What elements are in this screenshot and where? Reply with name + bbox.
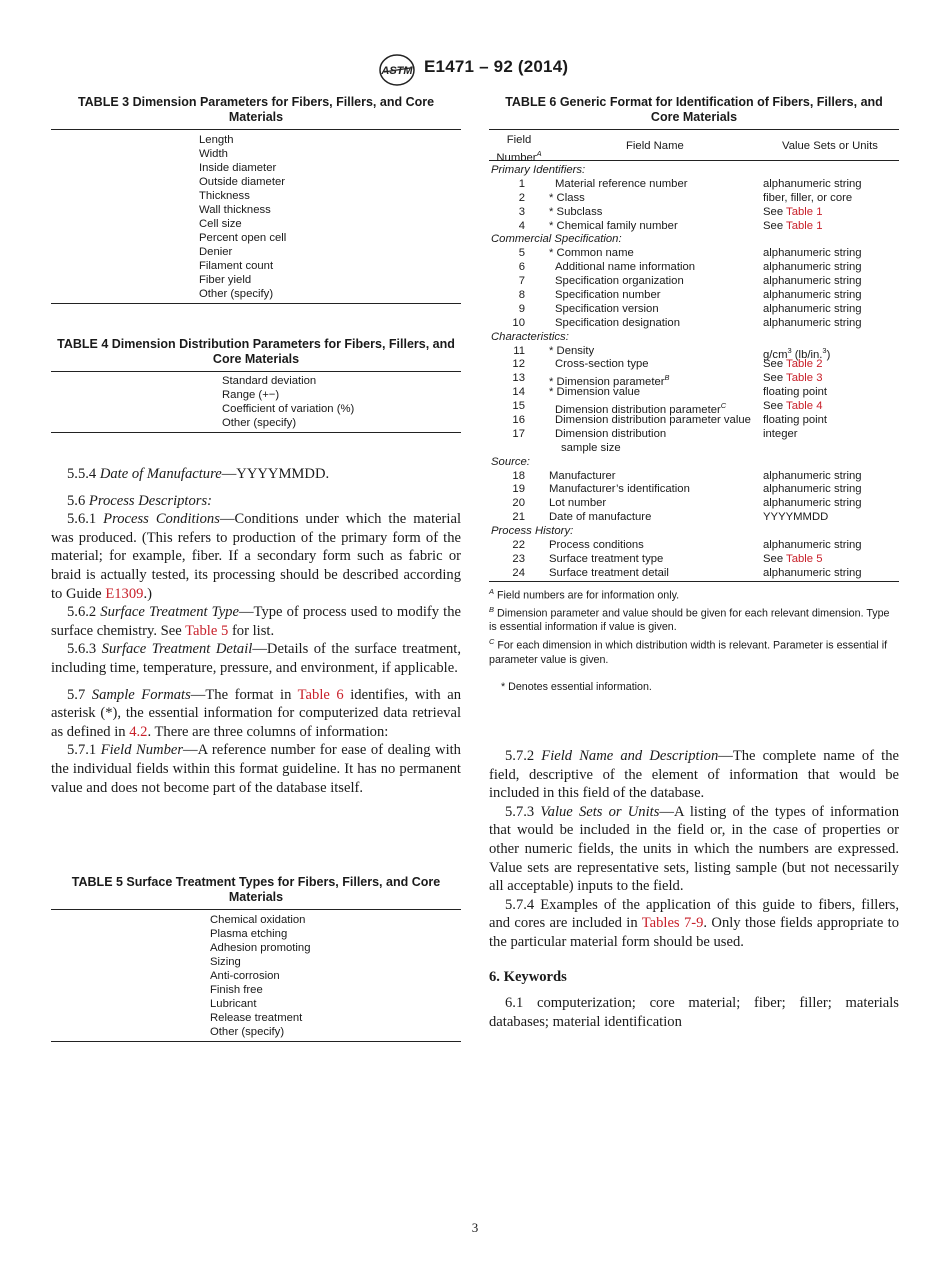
field-number: 19 bbox=[512, 483, 525, 496]
right-column-text bbox=[489, 747, 899, 1031]
field-number: 16 bbox=[512, 414, 525, 427]
list-item: Plasma etching bbox=[210, 928, 288, 940]
value-set: floating point bbox=[763, 386, 828, 399]
list-item: Percent open cell bbox=[199, 232, 287, 244]
footnote-c: $^C$ For each dimension in which distribution width is relevant. Parameter is essential if parameter value is given. bbox=[489, 637, 888, 666]
table-6-row bbox=[489, 496, 899, 510]
field-name: Dimension distribution parameter value bbox=[555, 414, 751, 427]
value-set: See Table 4 bbox=[763, 400, 823, 413]
list-item: Width bbox=[199, 148, 228, 160]
table-6-row bbox=[489, 288, 899, 302]
paragraph-5-7: 5.7 Sample Formats—The format in Table 6 identifies, with an asterisk (*), the essential information for computerized data retrieval as defined in 4.2. There are three columns of information: bbox=[51, 686, 461, 740]
table-4-title: TABLE 4 Dimension Distribution Parameters for Fibers, Fillers, and Core Materials bbox=[57, 337, 455, 366]
footnote-a: $^A$ Field numbers are for information only. bbox=[489, 586, 680, 602]
list-item: Cell size bbox=[199, 218, 242, 230]
field-name: Additional name information bbox=[555, 261, 696, 274]
value-set: alphanumeric string bbox=[763, 275, 862, 288]
list-item: Length bbox=[199, 134, 234, 146]
field-number: 6 bbox=[518, 261, 525, 274]
link-section-4-2[interactable]: 4.2 bbox=[129, 723, 148, 740]
table-6-row bbox=[489, 385, 899, 399]
table-3 bbox=[51, 95, 461, 304]
list-item: Sizing bbox=[210, 956, 241, 968]
table-link[interactable]: Table 1 bbox=[786, 205, 823, 218]
field-number: 10 bbox=[512, 316, 525, 329]
field-number: 14 bbox=[512, 386, 525, 399]
paragraph-5-7-4: 5.7.4 Examples of the application of this guide to fibers, fillers, and cores are included in Tables 7-9. Only those fields appropriate to the particular material form should be used. bbox=[489, 896, 900, 950]
list-item: Filament count bbox=[199, 260, 274, 272]
field-name: Lot number bbox=[549, 497, 607, 510]
table-6-row bbox=[489, 357, 899, 371]
value-set: See Table 5 bbox=[763, 552, 823, 565]
group-label: Characteristics: bbox=[491, 330, 569, 343]
field-name: * Common name bbox=[549, 247, 634, 260]
table-6-row-continuation bbox=[489, 441, 899, 455]
list-item: Adhesion promoting bbox=[210, 942, 311, 954]
field-number: 9 bbox=[518, 302, 525, 315]
field-name: Specification version bbox=[555, 302, 659, 315]
group-label: Process History: bbox=[491, 525, 574, 538]
link-table-6[interactable]: Table 6 bbox=[297, 686, 344, 703]
table-6-row bbox=[489, 219, 899, 233]
field-name: * Density bbox=[549, 344, 595, 357]
field-name: Specification number bbox=[555, 289, 661, 302]
table-6-row bbox=[489, 427, 899, 441]
list-item: Standard deviation bbox=[222, 375, 317, 387]
table-5-title: TABLE 5 Surface Treatment Types for Fibers, Fillers, and Core Materials bbox=[71, 875, 441, 904]
table-6-row bbox=[489, 469, 899, 483]
field-number: 7 bbox=[518, 275, 525, 288]
field-name: Date of manufacture bbox=[549, 511, 652, 524]
table-6-row bbox=[489, 274, 899, 288]
table-link[interactable]: Table 3 bbox=[786, 372, 823, 385]
value-set: alphanumeric string bbox=[763, 302, 862, 315]
table-6-row bbox=[489, 371, 899, 389]
value-set: See Table 3 bbox=[763, 372, 823, 385]
table-6-row bbox=[489, 552, 899, 566]
table-6-row bbox=[489, 566, 899, 580]
field-name: Specification organization bbox=[555, 275, 684, 288]
table-3-title: TABLE 3 Dimension Parameters for Fibers, Fillers, and Core Materials bbox=[77, 95, 435, 124]
value-set: alphanumeric string bbox=[763, 247, 862, 260]
header-value-sets: Value Sets or Units bbox=[782, 140, 878, 152]
field-number: 5 bbox=[518, 247, 525, 260]
table-link[interactable]: Table 2 bbox=[786, 358, 823, 371]
table-6-row bbox=[489, 316, 899, 330]
link-table-5[interactable]: Table 5 bbox=[185, 622, 229, 639]
table-6-row bbox=[489, 191, 899, 205]
field-number: 22 bbox=[512, 539, 525, 552]
header-field-number: Field Number$^A$ bbox=[496, 134, 542, 164]
value-set: alphanumeric string bbox=[763, 316, 862, 329]
paragraph-5-7-1: 5.7.1 Field Number—A reference number for ease of dealing with the individual fields within this format guideline. It has no permanent value and does not become part of the database itself. bbox=[51, 742, 461, 796]
link-tables-7-9[interactable]: Tables 7-9 bbox=[641, 915, 704, 932]
field-name: Material reference number bbox=[555, 177, 688, 190]
field-name: * Chemical family number bbox=[549, 219, 678, 232]
field-name: Dimension distribution bbox=[555, 427, 667, 440]
svg-text:ASTM: ASTM bbox=[381, 65, 413, 77]
astm-logo-icon bbox=[378, 54, 416, 86]
page-number: 3 bbox=[471, 1220, 479, 1235]
value-set: See Table 1 bbox=[763, 205, 823, 218]
field-number: 8 bbox=[518, 289, 525, 302]
table-6-row bbox=[489, 399, 899, 416]
value-set: integer bbox=[763, 427, 798, 440]
table-4 bbox=[51, 337, 461, 433]
field-number: 20 bbox=[512, 497, 525, 510]
field-number: 21 bbox=[512, 511, 525, 524]
table-6-body bbox=[489, 161, 899, 580]
value-set: fiber, filler, or core bbox=[763, 191, 853, 204]
table-6-row bbox=[489, 302, 899, 316]
list-item: Lubricant bbox=[210, 998, 257, 1010]
field-name-continuation: sample size bbox=[561, 441, 621, 454]
table-4-items bbox=[51, 372, 461, 432]
list-item: Fiber yield bbox=[199, 274, 252, 286]
table-6-row bbox=[489, 246, 899, 260]
field-number: 13 bbox=[512, 372, 525, 385]
value-set: alphanumeric string bbox=[763, 469, 862, 482]
field-number: 11 bbox=[513, 344, 525, 357]
field-name: Surface treatment detail bbox=[549, 566, 669, 579]
field-name: Specification designation bbox=[555, 316, 680, 329]
value-set: alphanumeric string bbox=[763, 566, 862, 579]
value-set: alphanumeric string bbox=[763, 261, 862, 274]
paragraph-5-5-4: 5.5.4 Date of Manufacture—YYYYMMDD. bbox=[67, 466, 330, 482]
list-item: Thickness bbox=[199, 190, 250, 202]
footnote-ref: B bbox=[664, 373, 670, 383]
field-name: * Dimension parameter$^B$ bbox=[549, 373, 670, 389]
field-number: 24 bbox=[512, 566, 525, 579]
list-item: Wall thickness bbox=[199, 204, 271, 216]
table-link[interactable]: Table 5 bbox=[786, 552, 823, 565]
list-item: Outside diameter bbox=[199, 176, 286, 188]
field-name: * Dimension value bbox=[549, 386, 641, 399]
paragraph-5-6-2: 5.6.2 Surface Treatment Type—Type of process used to modify the surface chemistry. See Table 5 for list. bbox=[51, 604, 461, 639]
list-item: Other (specify) bbox=[210, 1026, 285, 1038]
field-number: 2 bbox=[518, 191, 525, 204]
paragraph-5-6: 5.6 Process Descriptors: bbox=[67, 492, 212, 509]
footnote-essential: * Denotes essential information. bbox=[501, 681, 652, 694]
list-item: Chemical oxidation bbox=[210, 914, 306, 926]
group-label: Source: bbox=[491, 455, 530, 468]
paragraph-5-6-1: 5.6.1 Process Conditions—Conditions under which the material was produced. (This refers to production of the primary form of the material; for example, fiber. If a secondary form such as fabric or braid is actually tested, its processing should be described according to Guide E1309.) bbox=[51, 511, 462, 602]
table-6-group-row bbox=[489, 163, 899, 177]
table-6-row bbox=[489, 413, 899, 427]
document-id: E1471 – 92 (2014) bbox=[424, 57, 569, 76]
list-item: Coefficient of variation (%) bbox=[222, 403, 355, 415]
list-item: Other (specify) bbox=[222, 417, 297, 429]
field-number: 1 bbox=[518, 177, 525, 190]
list-item: Anti-corrosion bbox=[210, 970, 280, 982]
field-name: * Class bbox=[549, 191, 585, 204]
table-5-items bbox=[51, 910, 461, 1041]
table-6-header-row bbox=[489, 130, 899, 164]
section-6-heading: 6. Keywords bbox=[489, 968, 567, 985]
value-set: YYYYMMDD bbox=[763, 511, 829, 524]
field-number: 23 bbox=[512, 552, 525, 565]
table-6-row bbox=[489, 344, 899, 361]
field-number: 15 bbox=[512, 400, 525, 413]
value-set: See Table 2 bbox=[763, 358, 823, 371]
list-item: Inside diameter bbox=[199, 162, 277, 174]
field-name: Manufacturer bbox=[549, 469, 616, 482]
table-6-row bbox=[489, 510, 899, 524]
table-6-group-row bbox=[489, 524, 899, 538]
table-6-row bbox=[489, 482, 899, 496]
value-set: See Table 1 bbox=[763, 219, 823, 232]
footnote-ref: C bbox=[720, 401, 727, 411]
table-6-group-row bbox=[489, 455, 899, 469]
table-3-items bbox=[51, 130, 461, 303]
list-item: Range (+−) bbox=[222, 389, 280, 401]
value-set: alphanumeric string bbox=[763, 539, 862, 552]
field-name: Process conditions bbox=[549, 539, 644, 552]
left-column-text bbox=[51, 465, 461, 797]
value-set: floating point bbox=[763, 414, 828, 427]
field-number: 18 bbox=[512, 469, 525, 482]
value-set: alphanumeric string bbox=[763, 289, 862, 302]
field-name: Manufacturer’s identification bbox=[549, 483, 690, 496]
field-name: Surface treatment type bbox=[549, 552, 664, 565]
table-link[interactable]: Table 4 bbox=[786, 400, 823, 413]
link-e1309[interactable]: E1309 bbox=[105, 585, 144, 602]
field-name: * Subclass bbox=[549, 205, 603, 218]
table-6-row bbox=[489, 177, 899, 191]
header-field-name: Field Name bbox=[626, 140, 684, 152]
field-number: 3 bbox=[518, 205, 525, 218]
paragraph-6-1: 6.1 computerization; core material; fiber; filler; materials databases; material identification bbox=[489, 995, 899, 1030]
field-name: Dimension distribution parameter$^C$ bbox=[555, 401, 727, 416]
page-header bbox=[0, 54, 950, 86]
table-6-group-row bbox=[489, 232, 899, 246]
table-link[interactable]: Table 1 bbox=[786, 219, 823, 232]
list-item: Finish free bbox=[210, 984, 263, 996]
group-label: Primary Identifiers: bbox=[491, 164, 586, 176]
list-item: Release treatment bbox=[210, 1012, 303, 1024]
value-set: $g/cm^3$ (lb/in.$^3$) bbox=[763, 345, 831, 361]
table-6-group-row bbox=[489, 330, 899, 344]
table-6-footnotes bbox=[489, 582, 899, 695]
list-item: Denier bbox=[199, 246, 233, 258]
paragraph-5-7-2: 5.7.2 Field Name and Description—The complete name of the field, descriptive of the element of information that would be included in this field of the database. bbox=[489, 748, 900, 802]
table-6-title: TABLE 6 Generic Format for Identification of Fibers, Fillers, and Core Materials bbox=[505, 95, 883, 124]
footnote-b: $^B$ Dimension parameter and value should be given for each relevant dimension. Type is essential information if value is given. bbox=[489, 605, 890, 634]
list-item: Other (specify) bbox=[199, 288, 274, 300]
field-number: 4 bbox=[518, 219, 525, 232]
value-set: alphanumeric string bbox=[763, 497, 862, 510]
table-6 bbox=[489, 95, 899, 695]
field-number: 12 bbox=[512, 358, 525, 371]
table-6-row bbox=[489, 205, 899, 219]
paragraph-5-7-3: 5.7.3 Value Sets or Units—A listing of the types of information that would be included in the field or, in the case of properties or other numeric fields, the units in which the numbers are expressed. Value sets are representative sets, listing sample (but not necessarily all acceptable) inputs to the field. bbox=[489, 803, 899, 895]
value-set: alphanumeric string bbox=[763, 483, 862, 496]
table-6-row bbox=[489, 538, 899, 552]
paragraph-5-6-3: 5.6.3 Surface Treatment Detail—Details of the surface treatment, including time, temperature, pressure, and environment, if applicable. bbox=[51, 641, 462, 676]
field-number: 17 bbox=[512, 427, 525, 440]
group-label: Commercial Specification: bbox=[491, 233, 622, 246]
table-6-row bbox=[489, 260, 899, 274]
field-name: Cross-section type bbox=[555, 358, 649, 371]
table-5 bbox=[51, 875, 461, 1042]
value-set: alphanumeric string bbox=[763, 177, 862, 190]
